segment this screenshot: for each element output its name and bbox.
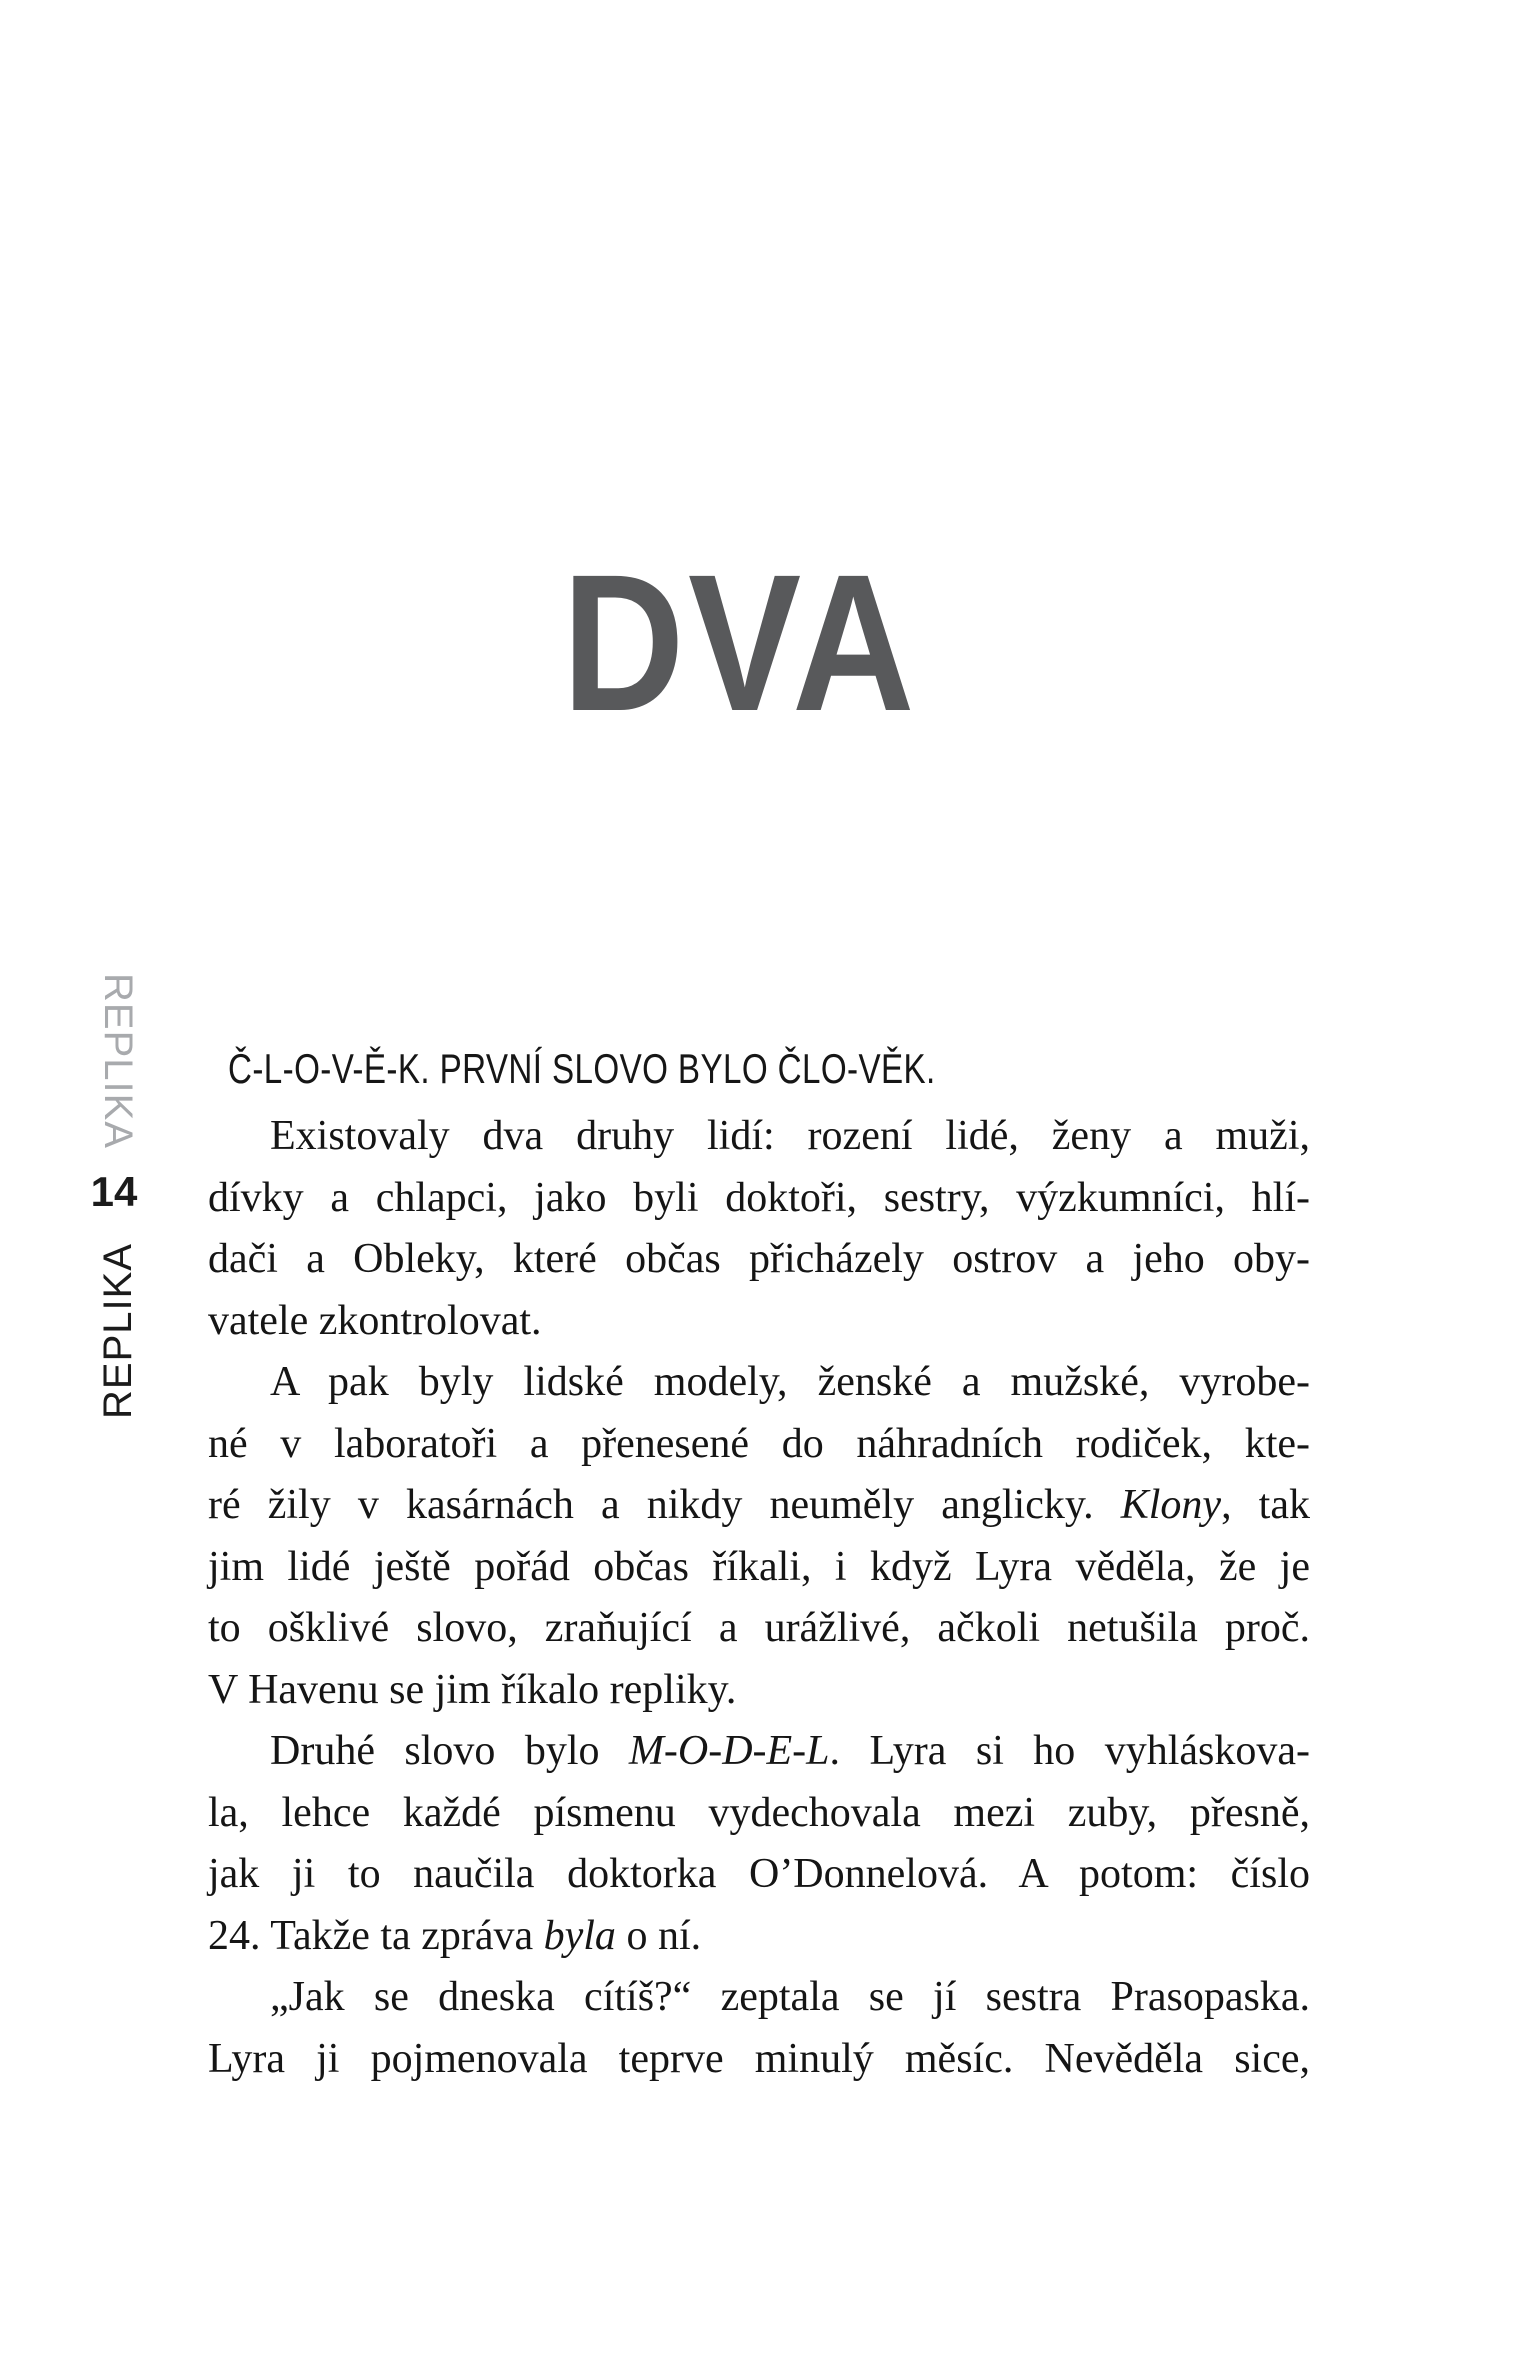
- text-line: [208, 1229, 1310, 1291]
- text-run: né v laboratoři a přenesené do náhradních rodiček, kte-: [208, 1420, 1310, 1467]
- text-run: la, lehce každé písmenu vydechovala mezi zuby, přesně,: [208, 1789, 1310, 1836]
- text-line: [208, 1475, 1310, 1537]
- text-line: [208, 1352, 1310, 1414]
- text-run: jak ji to naučila doktorka O’Donnelová. A potom: číslo: [208, 1851, 1310, 1897]
- text-run: dači a Obleky, které občas přicházely ostrov a jeho oby-: [208, 1236, 1310, 1282]
- text-run: 24. Takže ta zpráva: [208, 1912, 544, 1959]
- chapter-kicker-text: Č-L-O-V-Ě-K. PRVNÍ SLOVO BYLO ČLO-VĚK.: [228, 1045, 936, 1092]
- italic-run: M-O-D-E-L: [628, 1728, 830, 1774]
- text-run: jim lidé ještě pořád občas říkali, i když Lyra věděla, že je: [208, 1543, 1310, 1590]
- text-line: [208, 1783, 1310, 1845]
- text-run: Existovaly dva druhy lidí: rození lidé, ženy a muži,: [270, 1113, 1310, 1159]
- text-run: ré žily v kasárnách a nikdy neuměly anglicky.: [208, 1482, 1121, 1528]
- text-run: Lyra ji pojmenovala teprve minulý měsíc. Nevěděla sice,: [208, 2035, 1310, 2082]
- text-line: [208, 1844, 1310, 1906]
- text-run: V Havenu se jim říkalo repliky.: [208, 1666, 737, 1713]
- text-line: [208, 1291, 1310, 1353]
- text-run: „Jak se dneska cítíš?“ zeptala se jí sestra Prasopaska.: [270, 1974, 1310, 2020]
- text-run: , tak: [1221, 1482, 1310, 1528]
- text-line: [208, 1168, 1310, 1230]
- chapter-title: DVA: [562, 534, 919, 752]
- text-line: [208, 1414, 1310, 1476]
- spine-series-label-top: REPLIKA: [96, 973, 140, 1149]
- text-run: o ní.: [615, 1912, 702, 1959]
- text-run: A pak byly lidské modely, ženské a mužské, vyrobe-: [270, 1359, 1310, 1405]
- spine-series-label-bottom: REPLIKA: [96, 1243, 140, 1419]
- text-line: [208, 1967, 1310, 2029]
- italic-run: byla: [543, 1912, 616, 1959]
- text-line: [208, 1106, 1310, 1168]
- text-line: [208, 1537, 1310, 1599]
- text-line: [208, 1598, 1310, 1660]
- text-run: to ošklivé slovo, zraňující a urážlivé, ačkoli netušila proč.: [208, 1605, 1310, 1651]
- page-number: 14: [90, 1168, 138, 1215]
- text-run: Druhé slovo bylo: [270, 1728, 629, 1774]
- chapter-kicker: [228, 1045, 1124, 1092]
- italic-run: Klony: [1120, 1482, 1222, 1528]
- text-line: [208, 1906, 1310, 1968]
- text-run: vatele zkontrolovat.: [208, 1297, 542, 1344]
- text-line: [208, 1660, 1310, 1722]
- text-run: dívky a chlapci, jako byli doktoři, sestry, výzkumníci, hlí-: [208, 1174, 1310, 1221]
- text-line: [208, 2029, 1310, 2091]
- text-run: . Lyra si ho vyhláskova-: [829, 1728, 1310, 1774]
- text-line: [208, 1721, 1310, 1783]
- body-text: [208, 1106, 1310, 2090]
